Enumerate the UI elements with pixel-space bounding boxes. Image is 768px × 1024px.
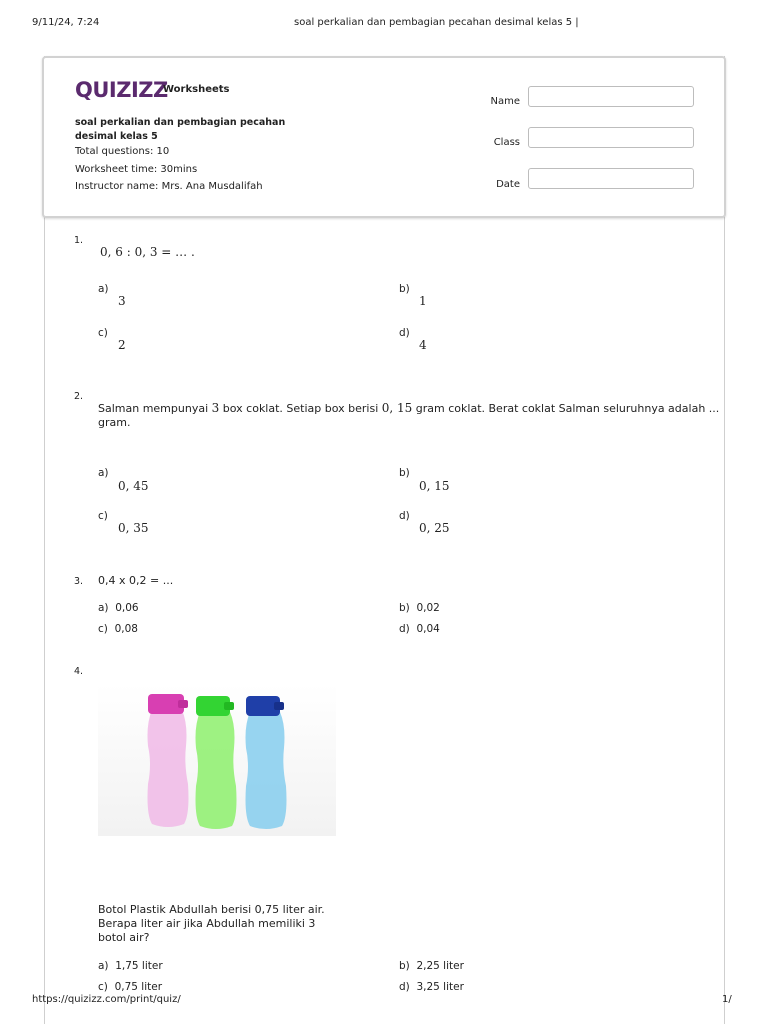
worksheet-time: Worksheet time: 30mins (75, 164, 198, 175)
option-letter: d) (399, 623, 410, 635)
option-letter: d) (399, 981, 410, 993)
option-letter: a) (98, 283, 109, 295)
option-letter: c) (98, 327, 108, 339)
option-value: 0,75 liter (114, 981, 163, 993)
class-field[interactable] (528, 127, 694, 148)
question-text: 0, 6 : 0, 3 = … . (100, 245, 195, 259)
option-value: 0,08 (114, 623, 138, 635)
option-value: 0, 45 (118, 479, 149, 493)
option-b (399, 602, 440, 614)
question-math: 0, 15 (381, 401, 413, 415)
option-a (98, 960, 163, 972)
option-value: 0, 15 (419, 479, 450, 493)
option-letter: a) (98, 960, 109, 972)
print-url: https://quizizz.com/print/quiz/ (32, 994, 181, 1005)
question-number: 2. (74, 391, 84, 402)
option-a (98, 602, 139, 614)
question-text-part: gram. (98, 416, 131, 429)
option-b (399, 960, 464, 972)
option-letter: b) (399, 960, 410, 972)
option-value: 0, 35 (118, 521, 149, 535)
option-value: 0,04 (416, 623, 440, 635)
bottles-illustration (98, 684, 336, 836)
total-questions: Total questions: 10 (75, 146, 170, 157)
question-text (98, 903, 325, 945)
option-letter: a) (98, 467, 109, 479)
question-text-part: Salman mempunyai (98, 402, 209, 415)
option-value: 2 (118, 338, 126, 352)
question-line: Berapa liter air jika Abdullah memiliki 3 (98, 917, 316, 930)
question-line: botol air? (98, 931, 150, 944)
option-letter: d) (399, 510, 410, 522)
option-value: 3,25 liter (416, 981, 464, 993)
question-text (98, 401, 728, 430)
option-letter: c) (98, 981, 108, 993)
question-number: 1. (74, 235, 84, 246)
option-d (399, 623, 440, 635)
worksheet-title: soal perkalian dan pembagian pecahan desimal kelas 5 (75, 117, 286, 142)
date-field[interactable] (528, 168, 694, 189)
option-letter: a) (98, 602, 109, 614)
option-value: 1 (419, 294, 427, 308)
print-footer (0, 994, 768, 1008)
option-value: 0, 25 (419, 521, 450, 535)
question-text-part: box coklat. Setiap box berisi (222, 402, 379, 415)
option-letter: b) (399, 283, 410, 295)
quizizz-logo: QUIZIZZ (75, 78, 168, 102)
option-letter: c) (98, 623, 108, 635)
question-number: 3. (74, 576, 84, 587)
question-text-part: gram coklat. Berat coklat Salman seluruhnya adalah ... (415, 402, 720, 415)
option-value: 1,75 liter (115, 960, 163, 972)
option-letter: b) (399, 467, 410, 479)
print-date: 9/11/24, 7:24 (32, 17, 100, 28)
water-bottles-image (98, 684, 336, 836)
logo-subtitle: Worksheets (163, 84, 230, 95)
class-label: Class (493, 137, 520, 148)
option-d (399, 981, 464, 993)
worksheet-header (42, 56, 726, 218)
option-value: 2,25 liter (416, 960, 464, 972)
question-number: 4. (74, 666, 84, 677)
name-label: Name (490, 96, 520, 107)
option-letter: b) (399, 602, 410, 614)
option-c (98, 623, 138, 635)
print-page-number: 1/ (722, 994, 732, 1005)
print-title: soal perkalian dan pembagian pecahan desimal kelas 5 | (294, 17, 579, 28)
option-c (98, 981, 162, 993)
option-letter: d) (399, 327, 410, 339)
option-value: 3 (118, 294, 126, 308)
question-math: 3 (211, 401, 220, 415)
instructor-name: Instructor name: Mrs. Ana Musdalifah (75, 181, 263, 192)
question-text: 0,4 x 0,2 = ... (98, 574, 174, 587)
name-field[interactable] (528, 86, 694, 107)
print-header (0, 17, 768, 31)
option-value: 0,06 (115, 602, 139, 614)
option-value: 0,02 (416, 602, 440, 614)
option-letter: c) (98, 510, 108, 522)
option-value: 4 (419, 338, 427, 352)
question-line: Botol Plastik Abdullah berisi 0,75 liter air. (98, 903, 325, 916)
date-label: Date (496, 179, 520, 190)
